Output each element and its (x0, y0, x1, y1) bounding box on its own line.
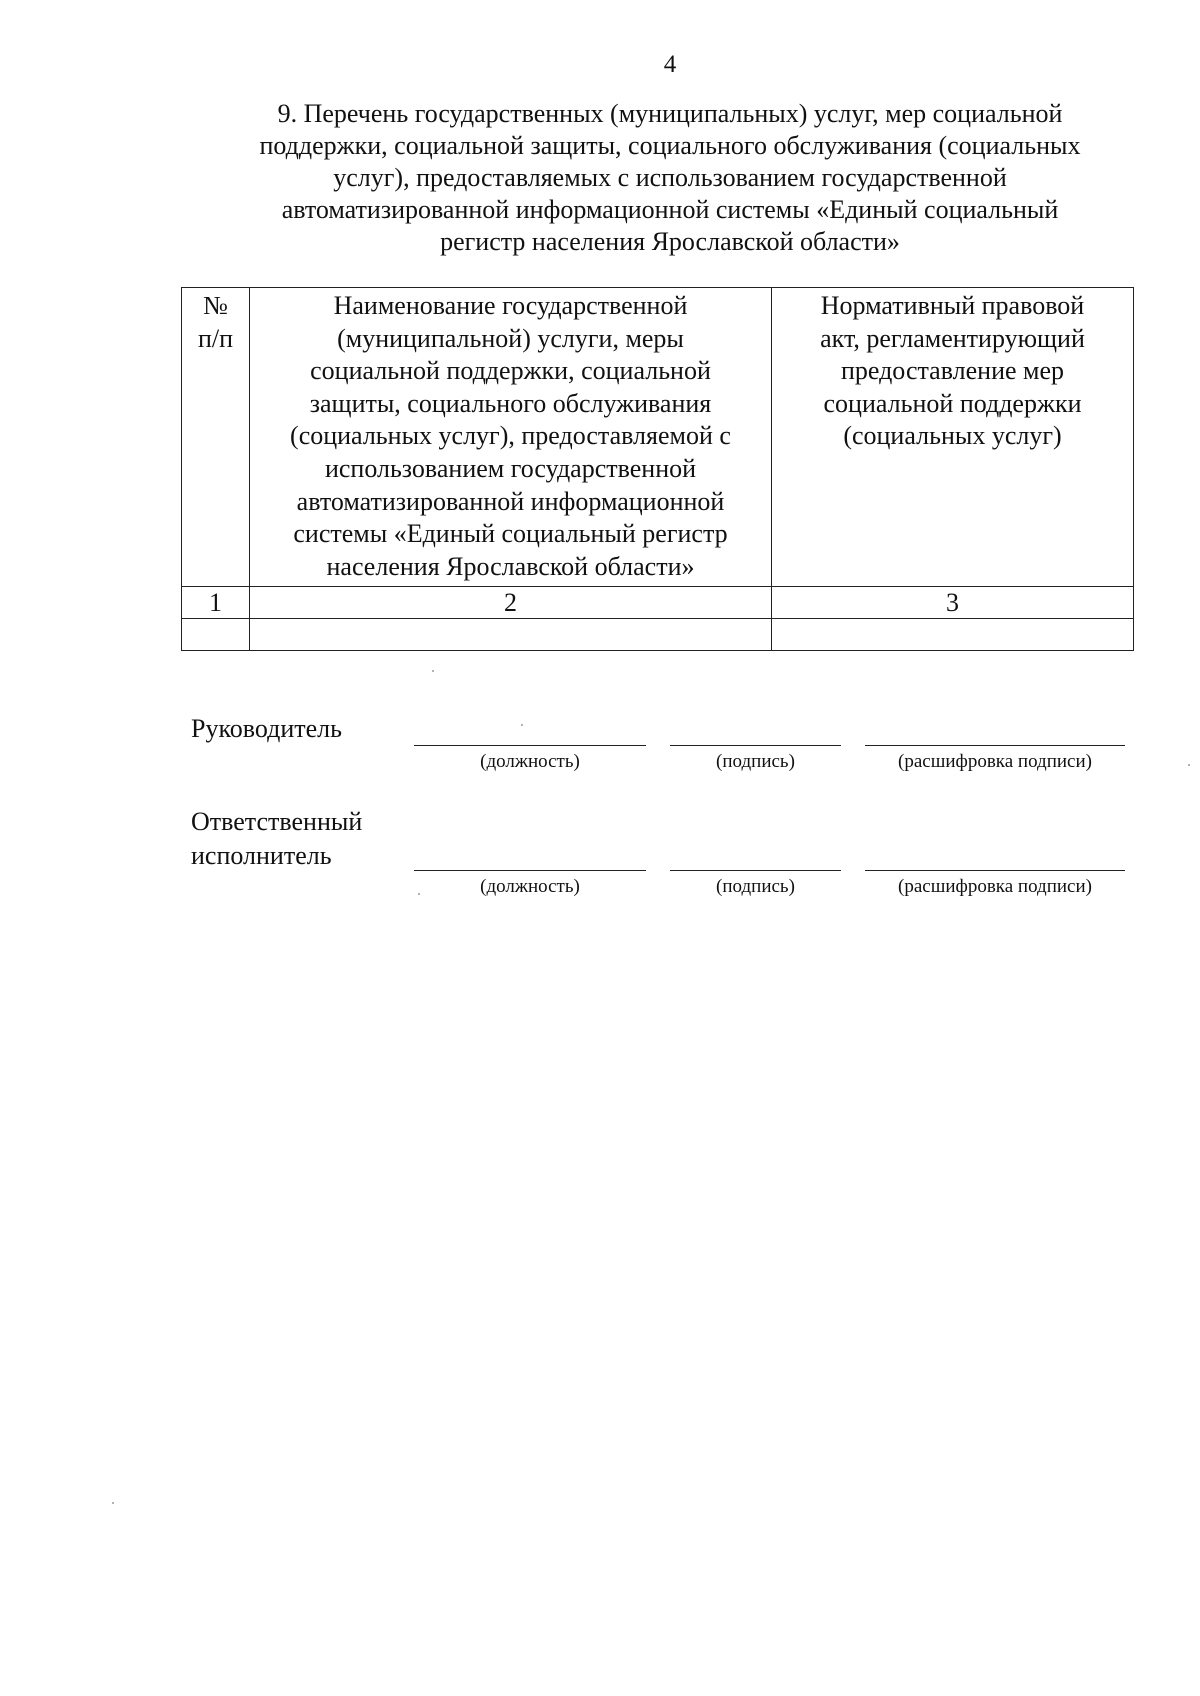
header-legal-line: социальной поддержки (823, 388, 1082, 418)
header-service-line: автоматизированной информационной (296, 486, 725, 516)
scan-speck (112, 1502, 114, 1504)
executor-name-caption: (расшифровка подписи) (898, 876, 1092, 897)
section-title-line: регистр населения Ярославской области» (440, 227, 900, 256)
head-position-caption: (должность) (480, 751, 580, 772)
column-number-cell: 2 (250, 587, 772, 619)
head-signature-caption: (подпись) (716, 751, 795, 772)
head-position-line[interactable] (414, 745, 646, 746)
header-legal-line: акт, регламентирующий (820, 323, 1085, 353)
table-cell[interactable] (250, 619, 772, 651)
header-legal-line: (социальных услуг) (843, 421, 1062, 451)
scan-speck (521, 724, 523, 726)
header-service-line: использованием государственной (324, 453, 697, 483)
executor-label (191, 805, 362, 873)
head-label (191, 712, 342, 746)
header-service-line: (социальных услуг), предоставляемой с (290, 421, 731, 451)
column-number-cell: 3 (772, 587, 1134, 619)
header-service-line: Наименование государственной (333, 291, 688, 320)
column-number-cell: 1 (182, 587, 250, 619)
section-title-line: поддержки, социальной защиты, социального обслуживания (социальных (259, 131, 1081, 160)
header-legal-line: Нормативный правовой (820, 291, 1085, 320)
header-service-line: системы «Единый социальный регистр (293, 519, 728, 549)
table-row (182, 619, 1134, 651)
section-title-line: автоматизированной информационной системы «Единый социальный (281, 195, 1059, 224)
header-service-line: защиты, социального обслуживания (309, 388, 712, 418)
header-service-line: социальной поддержки, социальной (310, 356, 711, 386)
section-title-line: услуг), предоставляемых с использованием государственной (333, 163, 1007, 192)
scan-speck (432, 670, 434, 672)
executor-signature-line[interactable] (670, 870, 841, 871)
head-name-caption: (расшифровка подписи) (898, 751, 1092, 772)
executor-position-line[interactable] (414, 870, 646, 871)
page-number: 4 (663, 51, 677, 78)
scan-speck (1188, 764, 1190, 766)
head-label-line: Руководитель (191, 714, 342, 743)
column-number-row (182, 587, 1134, 619)
section-title (195, 98, 1145, 258)
table-cell[interactable] (182, 619, 250, 651)
table-cell[interactable] (772, 619, 1134, 651)
header-cell-number (182, 288, 250, 587)
head-signature-line[interactable] (670, 745, 841, 746)
header-legal-line: предоставление мер (840, 356, 1065, 386)
header-cell-legal-act (772, 288, 1134, 587)
services-table (181, 287, 1134, 651)
executor-name-line[interactable] (865, 870, 1125, 871)
header-service-line: населения Ярославской области» (326, 551, 695, 581)
head-name-line[interactable] (865, 745, 1125, 746)
header-number-line: п/п (197, 323, 234, 353)
executor-signature-caption: (подпись) (716, 876, 795, 897)
header-cell-service-name (250, 288, 772, 587)
header-service-line: (муниципальной) услуги, меры (337, 323, 684, 353)
executor-label-line: исполнитель (191, 841, 332, 870)
executor-label-line: Ответственный (191, 807, 363, 836)
table-header-row (182, 288, 1134, 587)
scan-speck (418, 893, 420, 895)
section-title-line: 9. Перечень государственных (муниципальных) услуг, мер социальной (277, 99, 1063, 128)
executor-position-caption: (должность) (480, 876, 580, 897)
header-number-line: № (203, 291, 228, 320)
